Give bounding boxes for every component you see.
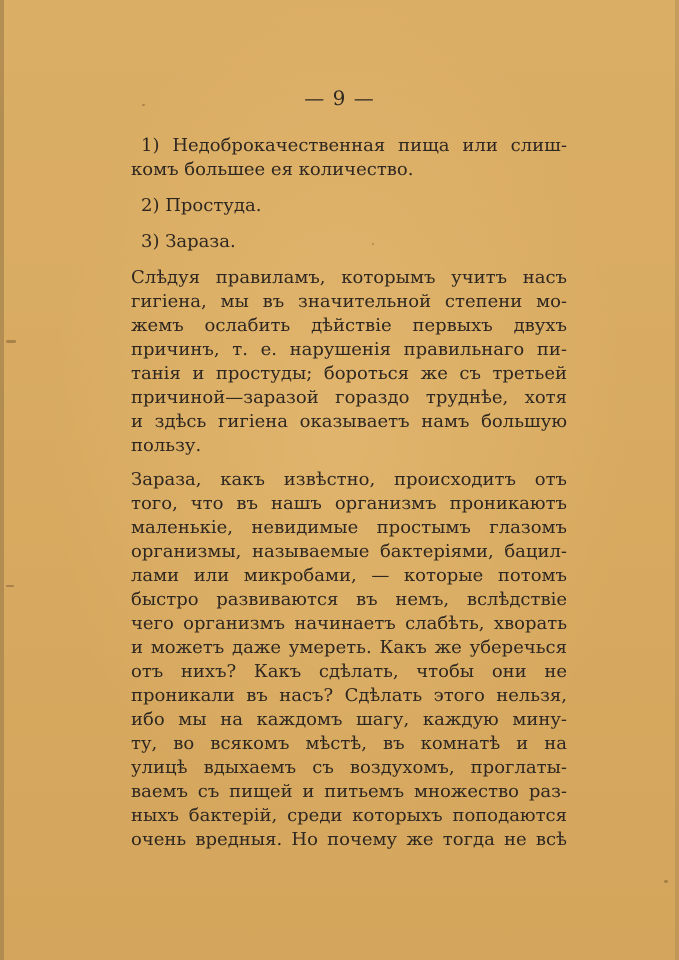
paper-speck: [664, 880, 668, 883]
paragraph-1-line: причинъ, т. е. нарушенiя правильнаго пи-: [131, 339, 567, 360]
paper-speck: [6, 585, 14, 587]
paragraph-1-line: Слѣдуя правиламъ, которымъ учитъ насъ: [131, 267, 567, 288]
paragraph-2-line: маленькiе, невидимые простымъ глазомъ: [131, 517, 567, 538]
body-text: [131, 134, 567, 852]
paragraph-2-line: улицѣ вдыхаемъ съ воздухомъ, проглаты-: [131, 757, 567, 778]
list-item-1-line-2: комъ большее ея количество.: [131, 159, 414, 180]
paper-speck: [142, 104, 145, 106]
paragraph-1-line: пользу.: [131, 435, 202, 456]
paragraph-2-line: проникали въ насъ? Сдѣлать этого нельзя,: [131, 685, 567, 706]
paragraph-2-line: отъ нихъ? Какъ сдѣлать, чтобы они не: [131, 661, 567, 682]
paragraph-2-line: ваемъ съ пищей и питьемъ множество раз-: [131, 781, 567, 802]
page-left-edge: [0, 0, 4, 960]
paragraph-2-line: чего организмъ начинаетъ слабѣть, хворать: [131, 613, 567, 634]
page-right-edge: [675, 0, 679, 960]
paragraph-1-line: и здѣсь гигiена оказываетъ намъ большую: [131, 411, 567, 432]
paragraph-2-line: быстро развиваются въ немъ, вслѣдствiе: [131, 589, 567, 610]
list-item-3: 3) Зараза.: [141, 231, 236, 252]
paragraph-2-line: лами или микробами, — которые потомъ: [131, 565, 567, 586]
paper-speck: [372, 243, 374, 245]
list-item-1-line-1: 1) Недоброкачественная пища или слиш-: [141, 135, 567, 156]
paragraph-2-line: очень вредныя. Но почему же тогда не всѣ: [131, 829, 567, 850]
paragraph-2-line: того, что въ нашъ организмъ проникаютъ: [131, 493, 567, 514]
paragraph-1-line: причиной—заразой гораздо труднѣе, хотя: [131, 387, 567, 408]
page-number: — 9 —: [304, 86, 375, 110]
paragraph-2-line: Зараза, какъ извѣстно, происходитъ отъ: [131, 469, 567, 490]
paragraph-2-line: ныхъ бактерiй, среди которыхъ поподаются: [131, 805, 567, 826]
paragraph-1-line: жемъ ослабить дѣйствiе первыхъ двухъ: [131, 315, 567, 336]
paragraph-2-line: ту, во всякомъ мѣстѣ, въ комнатѣ и на: [131, 733, 567, 754]
paragraph-2: [131, 468, 567, 852]
paper-speck: [6, 340, 16, 343]
paragraph-1-line: гигiена, мы въ значительной степени мо-: [131, 291, 567, 312]
paragraph-2-line: организмы, называемые бактерiями, бацил-: [131, 541, 567, 562]
list-item-2: 2) Простуда.: [141, 195, 262, 216]
paragraph-2-line: и можетъ даже умереть. Какъ же уберечься: [131, 637, 567, 658]
paragraph-1: [131, 266, 567, 458]
paragraph-1-line: танiя и простуды; бороться же съ третьей: [131, 363, 567, 384]
paragraph-2-line: ибо мы на каждомъ шагу, каждую мину-: [131, 709, 567, 730]
